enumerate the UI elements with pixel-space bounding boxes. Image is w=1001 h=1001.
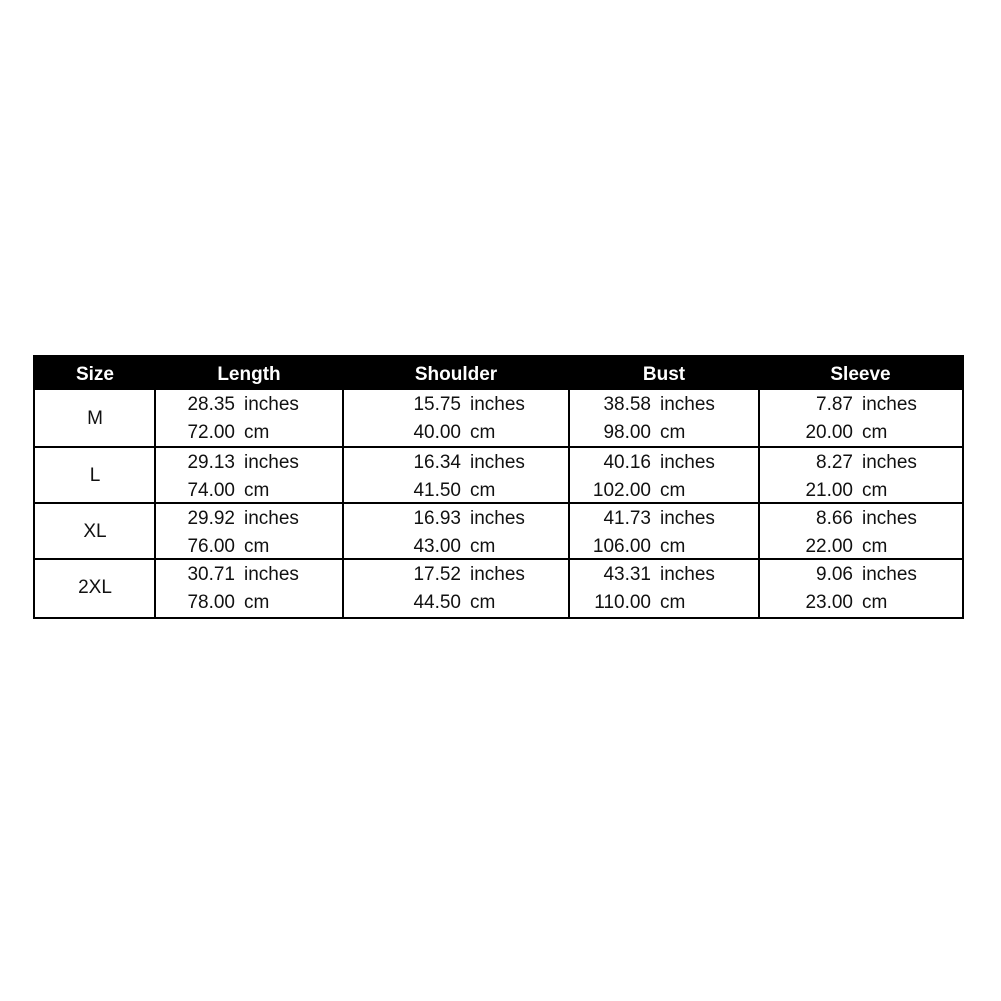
unit-cm: cm bbox=[470, 536, 496, 557]
length-inches bbox=[179, 452, 299, 474]
table-row bbox=[35, 502, 962, 559]
unit-cm: cm bbox=[862, 592, 888, 613]
bust-inches bbox=[585, 394, 715, 416]
sleeve-inches-value: 9.06 bbox=[816, 564, 853, 585]
unit-inches: inches bbox=[660, 564, 715, 585]
sleeve-inches-value: 8.27 bbox=[816, 452, 853, 473]
size-cell: 2XL bbox=[78, 576, 112, 598]
size-chart-table bbox=[33, 355, 964, 619]
unit-cm: cm bbox=[660, 536, 686, 557]
shoulder-inches-value: 17.52 bbox=[413, 564, 461, 585]
unit-inches: inches bbox=[470, 564, 525, 585]
table-row bbox=[35, 390, 962, 447]
shoulder-cm-value: 41.50 bbox=[413, 480, 461, 501]
unit-cm: cm bbox=[244, 536, 270, 557]
sleeve-cm bbox=[791, 536, 887, 558]
size-cell: M bbox=[87, 407, 103, 429]
length-cm bbox=[179, 536, 269, 558]
shoulder-inches bbox=[405, 394, 525, 416]
header-sleeve: Sleeve bbox=[830, 364, 891, 385]
unit-cm: cm bbox=[862, 536, 888, 557]
sleeve-inches bbox=[791, 508, 917, 530]
table-row bbox=[35, 558, 962, 615]
length-inches-value: 29.92 bbox=[187, 508, 235, 529]
unit-inches: inches bbox=[862, 564, 917, 585]
header-shoulder: Shoulder bbox=[414, 364, 498, 385]
bust-cm bbox=[585, 592, 685, 614]
sleeve-cm bbox=[791, 422, 887, 444]
length-cm-value: 72.00 bbox=[187, 422, 235, 443]
sleeve-cm-value: 20.00 bbox=[805, 422, 853, 443]
bust-cm-value: 102.00 bbox=[592, 480, 651, 501]
header-row bbox=[35, 357, 962, 390]
unit-inches: inches bbox=[244, 452, 299, 473]
shoulder-cm-value: 40.00 bbox=[413, 422, 461, 443]
shoulder-inches-value: 15.75 bbox=[413, 394, 461, 415]
sleeve-cm bbox=[791, 592, 887, 614]
bust-inches-value: 40.16 bbox=[603, 452, 651, 473]
bust-cm bbox=[585, 536, 685, 558]
unit-cm: cm bbox=[244, 422, 270, 443]
unit-inches: inches bbox=[660, 452, 715, 473]
length-cm bbox=[179, 422, 269, 444]
unit-cm: cm bbox=[862, 480, 888, 501]
sleeve-cm bbox=[791, 480, 887, 502]
sleeve-cm-value: 21.00 bbox=[805, 480, 853, 501]
unit-cm: cm bbox=[470, 592, 496, 613]
table-row bbox=[35, 446, 962, 503]
size-cell: L bbox=[89, 464, 101, 486]
unit-cm: cm bbox=[470, 480, 496, 501]
unit-cm: cm bbox=[470, 422, 496, 443]
bust-inches bbox=[585, 508, 715, 530]
unit-cm: cm bbox=[862, 422, 888, 443]
bust-inches bbox=[585, 452, 715, 474]
length-cm bbox=[179, 480, 269, 502]
bust-inches-value: 41.73 bbox=[603, 508, 651, 529]
sleeve-cm-value: 23.00 bbox=[805, 592, 853, 613]
unit-inches: inches bbox=[470, 508, 525, 529]
size-cell: XL bbox=[83, 520, 107, 542]
sleeve-inches-value: 7.87 bbox=[816, 394, 853, 415]
shoulder-inches bbox=[405, 508, 525, 530]
length-cm bbox=[179, 592, 269, 614]
shoulder-cm bbox=[405, 592, 495, 614]
bust-cm-value: 106.00 bbox=[592, 536, 651, 557]
unit-cm: cm bbox=[660, 422, 686, 443]
bust-inches-value: 38.58 bbox=[603, 394, 651, 415]
length-cm-value: 76.00 bbox=[187, 536, 235, 557]
unit-cm: cm bbox=[244, 592, 270, 613]
sleeve-inches bbox=[791, 452, 917, 474]
shoulder-cm bbox=[405, 480, 495, 502]
shoulder-inches-value: 16.34 bbox=[413, 452, 461, 473]
bust-cm-value: 110.00 bbox=[594, 592, 651, 613]
header-bust: Bust bbox=[642, 364, 686, 385]
header-length: Length bbox=[217, 364, 281, 385]
shoulder-cm-value: 44.50 bbox=[413, 592, 461, 613]
bust-inches bbox=[585, 564, 715, 586]
shoulder-cm bbox=[405, 536, 495, 558]
length-inches bbox=[179, 564, 299, 586]
unit-inches: inches bbox=[470, 452, 525, 473]
bust-cm-value: 98.00 bbox=[603, 422, 651, 443]
unit-inches: inches bbox=[862, 394, 917, 415]
unit-inches: inches bbox=[470, 394, 525, 415]
shoulder-cm-value: 43.00 bbox=[413, 536, 461, 557]
unit-inches: inches bbox=[244, 564, 299, 585]
shoulder-inches bbox=[405, 452, 525, 474]
unit-cm: cm bbox=[244, 480, 270, 501]
shoulder-inches-value: 16.93 bbox=[413, 508, 461, 529]
length-inches bbox=[179, 394, 299, 416]
sleeve-inches bbox=[791, 564, 917, 586]
unit-inches: inches bbox=[244, 508, 299, 529]
unit-cm: cm bbox=[660, 480, 686, 501]
unit-cm: cm bbox=[660, 592, 686, 613]
sleeve-inches-value: 8.66 bbox=[816, 508, 853, 529]
length-inches-value: 28.35 bbox=[187, 394, 235, 415]
shoulder-cm bbox=[405, 422, 495, 444]
bust-cm bbox=[585, 422, 685, 444]
length-inches bbox=[179, 508, 299, 530]
unit-inches: inches bbox=[862, 452, 917, 473]
unit-inches: inches bbox=[660, 394, 715, 415]
sleeve-cm-value: 22.00 bbox=[805, 536, 853, 557]
length-inches-value: 30.71 bbox=[187, 564, 235, 585]
unit-inches: inches bbox=[862, 508, 917, 529]
length-cm-value: 78.00 bbox=[187, 592, 235, 613]
unit-inches: inches bbox=[660, 508, 715, 529]
length-inches-value: 29.13 bbox=[187, 452, 235, 473]
header-size: Size bbox=[75, 364, 115, 385]
bust-inches-value: 43.31 bbox=[603, 564, 651, 585]
length-cm-value: 74.00 bbox=[187, 480, 235, 501]
sleeve-inches bbox=[791, 394, 917, 416]
bust-cm bbox=[585, 480, 685, 502]
shoulder-inches bbox=[405, 564, 525, 586]
unit-inches: inches bbox=[244, 394, 299, 415]
